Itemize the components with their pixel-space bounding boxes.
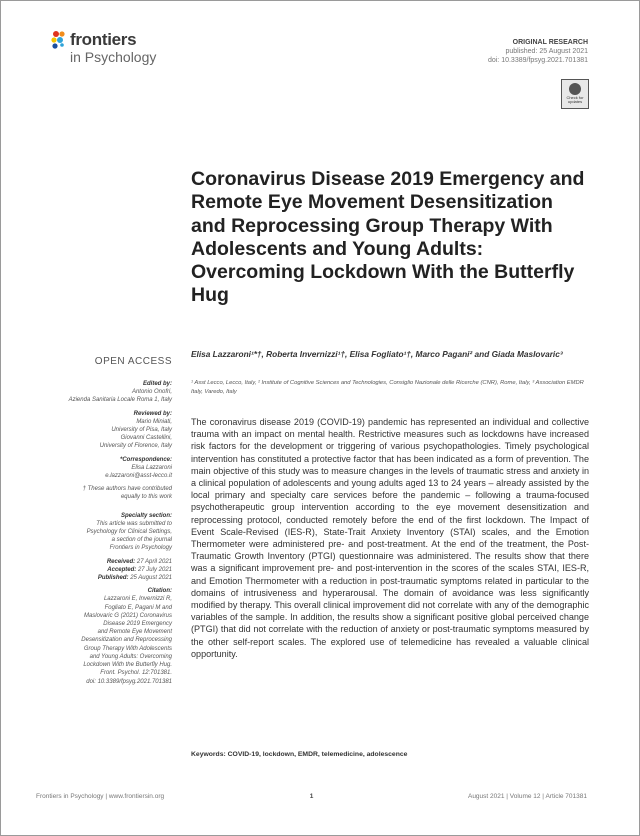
- accepted-label: Accepted:: [107, 566, 137, 573]
- accepted-date: 27 July 2021: [137, 566, 172, 573]
- published-date: published: 25 August 2021: [505, 48, 588, 55]
- authors: Elisa Lazzaroni¹*†, Roberta Invernizzi¹†, Elisa Fogliato¹†, Marco Pagani² and Giada Maslovaric³: [191, 349, 563, 359]
- citation-label: Citation:: [147, 588, 172, 595]
- specialty-3: a section of the journal: [111, 537, 172, 544]
- abstract: The coronavirus disease 2019 (COVID-19) pandemic has represented an individual and collective trauma with an impact on mental health. Restrictive measures such as lockdowns have increased risk factors for the development or triggering of various psychopathologies. Timely psychological intervention has constituted a protective factor that has been indicated as a form of prevention. The main objective of this study was to measure changes in the levels of traumatic stress and anxiety in a clinical population of adolescents and young adults aged 13 to 24 years – already assisted by the local primary and specialty care services before the pandemic – following a trauma-focused psychotherapeutic group intervention according to the eye movement desensitization and reprocessing protocol, conducted remotely before the end of the first lockdown. The Impact of Event Scale-Revised (IES-R), State-Trait Anxiety Inventory (STAI) scales, and the Emotion Thermometer were administered pre- and post-treatment. At the end of the treatment, the Post-Traumatic Growth Inventory (PTGI) questionnaire was administered. The results show that there was a significant improvement pre- and post-intervention in the scores of the scales STAI, IES-R, and Emotion Thermometer with a reduction in post-traumatic symptoms related in particular to the domains of intrusiveness and hyperarousal. The domain of avoidance was less significantly modified by therapy. This overall clinical improvement did not correlate with any of the demographic variables of the sample. In addition, the results show a significant positive global perceived change (PTGI) that did not correlate with the reduction of anxiety or post-traumatic symptoms measured by the other self-report scales. The explored use of telemedicine has revealed a valuable clinical opportunity.: [191, 417, 589, 659]
- check-for-updates-badge[interactable]: [561, 79, 589, 109]
- page-number: 1: [309, 793, 314, 800]
- citation-doi[interactable]: doi: 10.3389/fpsyg.2021.701381: [86, 678, 172, 685]
- reviewer-1-affil: University of Pisa, Italy: [111, 427, 172, 434]
- received-label: Received:: [106, 558, 136, 565]
- editor-affil: Azienda Sanitaria Locale Roma 1, Italy: [68, 397, 172, 404]
- reviewer-2: Giovanni Castellini,: [120, 435, 172, 442]
- check-line1: Check for: [566, 95, 584, 100]
- reviewed-by-label: Reviewed by:: [133, 410, 172, 417]
- reviewer-2-affil: University of Florence, Italy: [99, 443, 172, 450]
- article-title: Coronavirus Disease 2019 Emergency and Remote Eye Movement Desensitization and Reprocessing Group Therapy With Adolescents and Young Adults: Overcoming Lockdown With the Butterfly Hug: [191, 168, 585, 307]
- published-date-sidebar: 25 August 2021: [130, 575, 172, 582]
- affiliations: ¹ Asst Lecco, Lecco, Italy, ² Institute of Cognitive Sciences and Technologies, Consiglio Nazionale delle Ricerche (CNR), Rome, Italy, ³ Association EMDR Italy, Varedo, Italy: [191, 380, 584, 395]
- edited-by-label: Edited by:: [142, 381, 172, 387]
- footer-volume: August 2021 | Volume 12 | Article 701381: [467, 793, 587, 800]
- specialty-label: Specialty section:: [120, 512, 172, 519]
- specialty-4: Frontiers in Psychology: [109, 545, 172, 552]
- citation-line: Fogliato E, Pagani M and: [104, 604, 172, 611]
- open-access-label: OPEN ACCESS: [94, 356, 172, 367]
- keywords: Keywords: COVID-19, lockdown, EMDR, telemedicine, adolescence: [191, 751, 408, 758]
- citation-line: Lockdown With the Butterfly Hug.: [83, 662, 172, 669]
- received-date: 27 April 2021: [136, 558, 172, 565]
- citation-line: Front. Psychol. 12:701381.: [100, 670, 172, 677]
- published-label: Published:: [97, 575, 129, 582]
- article-type: ORIGINAL RESEARCH: [512, 39, 588, 46]
- citation-line: Desensitization and Reprocessing: [81, 637, 172, 644]
- contrib-note-2: equally to this work: [120, 494, 172, 501]
- correspondence-email[interactable]: e.lazzaroni@asst-lecco.it: [105, 473, 172, 480]
- doi[interactable]: doi: 10.3389/fpsyg.2021.701381: [487, 57, 588, 64]
- citation-line: Lazzaroni E, Invernizzi R,: [103, 596, 172, 603]
- citation-line: Maslovaric G (2021) Coronavirus: [83, 612, 172, 619]
- footer-journal-link[interactable]: Frontiers in Psychology | www.frontiersin.org: [36, 793, 165, 800]
- citation-line: and Remote Eye Movement: [97, 629, 172, 636]
- logo-frontiers: frontiers: [70, 30, 137, 49]
- reviewer-1: Mario Miniati,: [136, 418, 172, 425]
- specialty-2: Psychology for Clinical Settings,: [86, 529, 172, 536]
- contrib-note-1: † These authors have contributed: [82, 486, 172, 493]
- citation-line: Group Therapy With Adolescents: [83, 645, 172, 652]
- logo-journal: in Psychology: [70, 49, 157, 65]
- citation-line: Disease 2019 Emergency: [103, 621, 172, 628]
- article-meta: [488, 38, 588, 65]
- update-icon: [569, 83, 581, 95]
- frontiers-logo-icon: [50, 30, 70, 50]
- citation-line: and Young Adults: Overcoming: [89, 653, 172, 660]
- check-line2: updates: [567, 99, 583, 104]
- correspondence-label: *Correspondence:: [119, 456, 172, 463]
- editor-name: Antonio Onofri,: [131, 389, 172, 396]
- specialty-1: This article was submitted to: [96, 520, 172, 527]
- article-sidebar: [36, 380, 172, 691]
- correspondence-name: Elisa Lazzaroni: [131, 464, 172, 471]
